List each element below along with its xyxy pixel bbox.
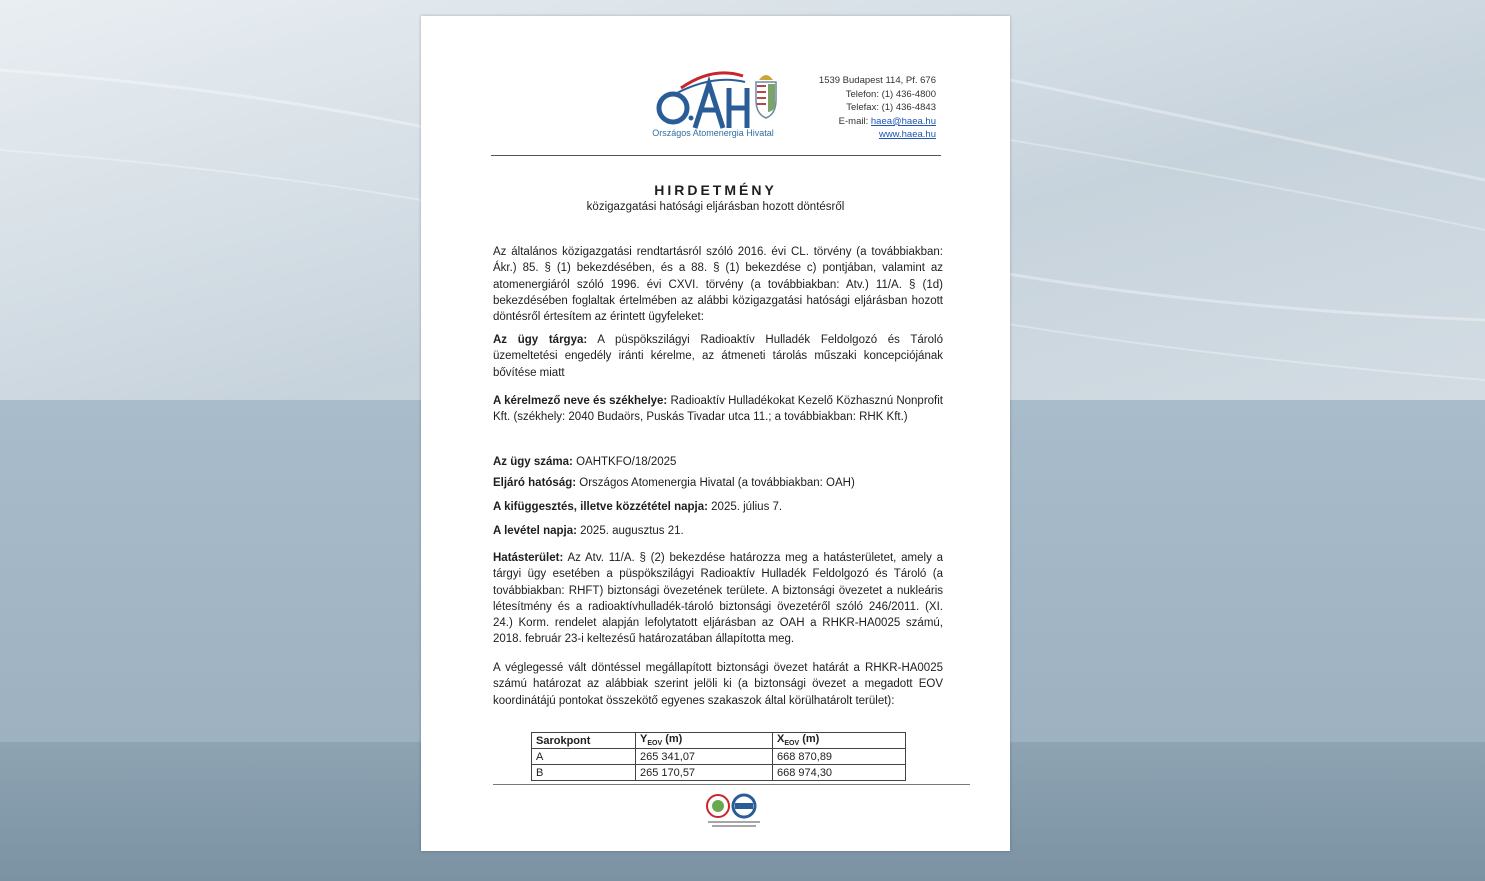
cell-y: 265 170,57 [636, 765, 773, 781]
posting-date [493, 499, 953, 515]
email-row [819, 115, 936, 129]
removal-date-value: 2025. augusztus 21. [576, 525, 684, 537]
subject-paragraph [493, 332, 943, 381]
intro-paragraph: Az általános közigazgatási rendtartásról szóló 2016. évi CL. törvény (a továbbiakban: Ákr.) 85. § (1) bekezdésében, és a 88. § (1) bekezdése c) pontjában, valamint az atomenergiáról szóló 1996. évi CXVI. törvény (a továbbiakban: Atv.) 11/A. § (1d) bekezdésében foglaltak értelmében az alábbi közigazgatási hatósági eljárásban hozott döntésről értesítem az érintett ügyfeleket: [493, 246, 943, 324]
cell-point: A [532, 749, 636, 765]
applicant-paragraph [493, 393, 943, 426]
coordinates-table [531, 732, 906, 781]
email-link[interactable]: haea@haea.hu [870, 115, 936, 127]
header-y: $Y_{EOV}$ (m) [636, 733, 773, 749]
cell-x: 668 870,89 [773, 749, 906, 765]
document-title: HIRDETMÉNY [654, 182, 777, 198]
website-link[interactable]: www.haea.hu [878, 129, 936, 141]
fax: Telefax: (1) 436-4843 [846, 102, 936, 114]
cell-point: B [532, 765, 636, 781]
area-paragraph [493, 550, 943, 648]
removal-date-label: A levétel napja: [493, 525, 577, 537]
certification-logos [704, 790, 764, 830]
header-divider [491, 155, 941, 156]
header-sarokpont: Sarokpont [532, 733, 636, 749]
subject-label: Az ügy tárgya: [493, 334, 588, 346]
applicant-label: A kérelmező neve és székhelye: [493, 395, 668, 407]
cell-x: 668 974,30 [773, 765, 906, 781]
table-header-row [532, 733, 906, 749]
posting-date-label: A kifüggesztés, illetve közzététel napja: [493, 501, 708, 513]
case-number [493, 454, 953, 470]
contact-block [819, 74, 936, 142]
authority-label: Eljáró hatóság: [493, 477, 577, 489]
subject-text: A püspökszilágyi Radioaktív Hulladék Feldolgozó és Tároló üzemeltetési engedély iránti kérelme, az átmeneti tárolás műszaki koncepciójának bővítése miatt [493, 334, 943, 379]
phone: Telefon: (1) 436-4800 [845, 88, 936, 100]
table-row [532, 749, 906, 765]
case-number-value: OAHTKFO/18/2025 [572, 456, 677, 468]
email-label: E-mail: [838, 115, 871, 127]
coat-of-arms [751, 68, 781, 120]
footer-divider [493, 784, 970, 785]
cell-y: 265 341,07 [636, 749, 773, 765]
posting-date-value: 2025. július 7. [707, 501, 783, 513]
applicant-text: Radioaktív Hulladékokat Kezelő Közhasznú Nonprofit Kft. (székhely: 2040 Budaörs, Puskás Tivadar utca 11.; a továbbiakban: RHK Kft.) [493, 395, 943, 424]
zone-paragraph: A véglegessé vált döntéssel megállapított biztonsági övezet határát a RHKR-HA0025 számú határozat az alábbiak szerint jelöli ki (a biztonsági övezet a megadott EOV koordinátájú pontokat összekötő egyenes szakaszok által körülhatárolt terület): [493, 662, 943, 707]
address: 1539 Budapest 114, Pf. 676 [818, 75, 936, 86]
case-number-label: Az ügy száma: [493, 456, 573, 468]
org-name: Országos Atomenergia Hivatal [652, 128, 774, 138]
area-text: Az Atv. 11/A. § (2) bekezdése határozza meg a hatásterületet, amely a tárgyi ügy esetében a püspökszilágyi Radioaktív Hulladék Feldolgozó és Tároló (a továbbiakban: RHFT) biztonsági övezetének területe. A biztonsági övezetet a nukleáris létesítmény és a radioaktívhulladék-tároló biztonsági övezetéről szóló 246/2011. (XI. 24.) Korm. rendelet alapján lefolytatott eljárásban az OAH a RHKR-HA0025 számú, 2018. február 23-i keltezésű határozatában állapította meg. [493, 552, 943, 646]
document-page [421, 16, 1010, 851]
area-label: Hatásterület: [493, 552, 564, 564]
removal-date [493, 523, 953, 539]
document-subtitle: közigazgatási hatósági eljárásban hozott döntésről [586, 201, 845, 213]
table-row [532, 765, 906, 781]
authority [493, 475, 953, 491]
header-x: $X_{EOV}$ (m) [773, 733, 906, 749]
authority-value: Országos Atomenergia Hivatal (a továbbiakban: OAH) [576, 477, 855, 489]
